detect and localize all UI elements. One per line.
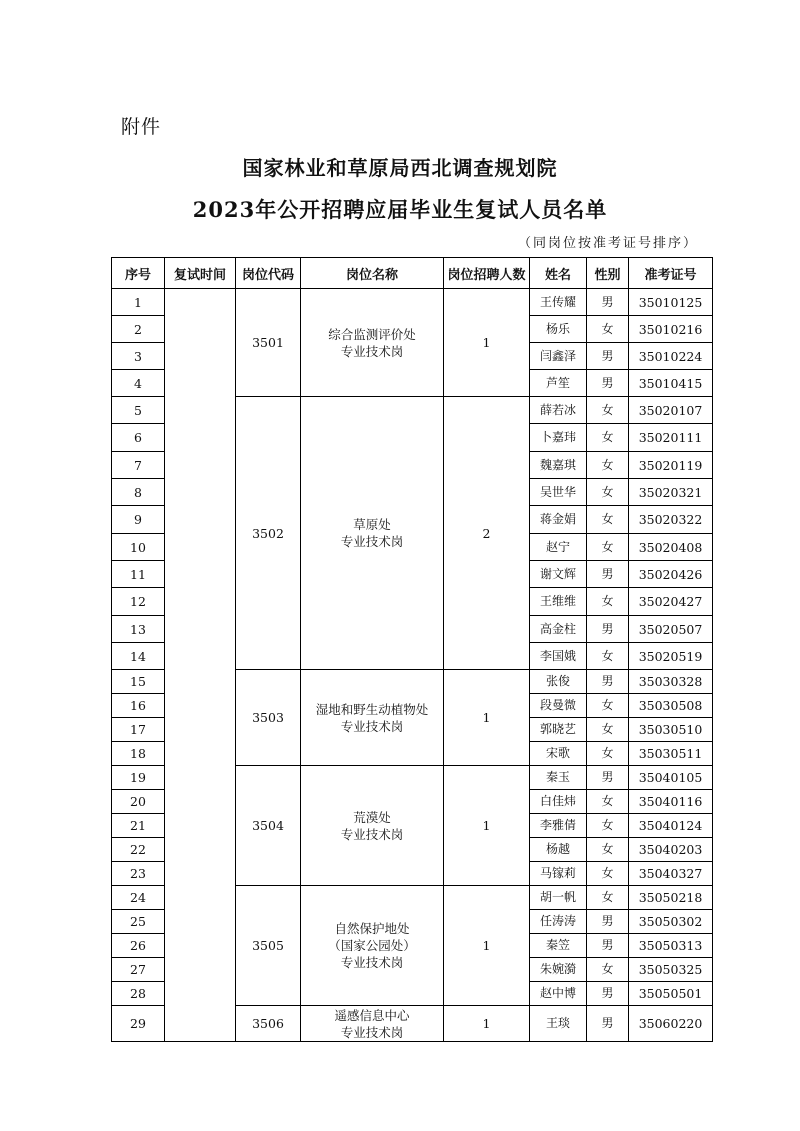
- candidate-exam-number: 35020519: [629, 643, 713, 670]
- candidate-exam-number: 35020321: [629, 479, 713, 506]
- candidate-name: 杨越: [530, 838, 587, 862]
- position-name-line: 荒漠处: [353, 809, 391, 825]
- position-name-line: 综合监测评价处: [328, 326, 416, 342]
- position-name-line: 专业技术岗: [340, 718, 404, 734]
- candidate-gender: 男: [587, 561, 629, 588]
- candidate-exam-number: 35040105: [629, 766, 713, 790]
- candidate-exam-number: 35040203: [629, 838, 713, 862]
- row-number: 6: [112, 424, 165, 452]
- header-interview-time: 复试时间: [165, 258, 236, 289]
- candidate-name: 王琰: [530, 1006, 587, 1042]
- row-number: 13: [112, 616, 165, 643]
- position-name: [301, 397, 444, 670]
- candidate-name: 白佳炜: [530, 790, 587, 814]
- row-number: 11: [112, 561, 165, 588]
- candidate-table: [111, 257, 713, 1042]
- candidate-exam-number: 35020322: [629, 506, 713, 534]
- row-number: 3: [112, 343, 165, 370]
- candidate-name: 蒋金娟: [530, 506, 587, 534]
- position-name-line: 专业技术岗: [340, 534, 404, 549]
- candidate-gender: 男: [587, 934, 629, 958]
- candidate-gender: 女: [587, 588, 629, 616]
- candidate-name: 高金柱: [530, 616, 587, 643]
- candidate-exam-number: 35030510: [629, 718, 713, 742]
- row-number: 1: [112, 289, 165, 316]
- position-name-line: 专业技术岗: [340, 826, 404, 842]
- position-name: [301, 670, 444, 766]
- row-number: 7: [112, 452, 165, 479]
- position-quota: 1: [444, 766, 530, 886]
- row-number: 18: [112, 742, 165, 766]
- row-number: 9: [112, 506, 165, 534]
- row-number: 20: [112, 790, 165, 814]
- candidate-gender: 男: [587, 1006, 629, 1042]
- position-code: 3504: [236, 766, 301, 886]
- table-header-row: [112, 258, 713, 289]
- candidate-gender: 女: [587, 862, 629, 886]
- position-name: [301, 1006, 444, 1042]
- candidate-exam-number: 35060220: [629, 1006, 713, 1042]
- document-subtitle: 2023年公开招聘应届毕业生复试人员名单: [192, 197, 608, 222]
- candidate-exam-number: 35030508: [629, 694, 713, 718]
- position-quota: 1: [444, 289, 530, 397]
- row-number: 28: [112, 982, 165, 1006]
- candidate-name: 杨乐: [530, 316, 587, 343]
- candidate-name: 马镓莉: [530, 862, 587, 886]
- candidate-name: 李雅倩: [530, 814, 587, 838]
- candidate-name: 王维维: [530, 588, 587, 616]
- candidate-name: 魏嘉琪: [530, 452, 587, 479]
- position-code: 3505: [236, 886, 301, 1006]
- candidate-name: 段曼微: [530, 694, 587, 718]
- candidate-gender: 男: [587, 982, 629, 1006]
- candidate-exam-number: 35020111: [629, 424, 713, 452]
- candidate-exam-number: 35010224: [629, 343, 713, 370]
- candidate-gender: 女: [587, 452, 629, 479]
- candidate-gender: 女: [587, 397, 629, 424]
- row-number: 24: [112, 886, 165, 910]
- position-code: 3502: [236, 397, 301, 670]
- position-code: 3503: [236, 670, 301, 766]
- row-number: 23: [112, 862, 165, 886]
- position-name-line: 自然保护地处: [334, 921, 410, 936]
- interview-time-cell: [165, 289, 236, 1042]
- row-number: 22: [112, 838, 165, 862]
- candidate-exam-number: 35050302: [629, 910, 713, 934]
- position-code: 3506: [236, 1006, 301, 1042]
- candidate-gender: 女: [587, 886, 629, 910]
- row-number: 29: [112, 1006, 165, 1042]
- row-number: 5: [112, 397, 165, 424]
- position-quota: 2: [444, 397, 530, 670]
- sort-note: （同岗位按准考证号排序）: [517, 236, 698, 251]
- candidate-name: 张俊: [530, 670, 587, 694]
- position-name: [301, 886, 444, 1006]
- candidate-gender: 男: [587, 910, 629, 934]
- table-row: [112, 289, 713, 316]
- position-name-line: 草原处: [353, 517, 391, 532]
- candidate-name: 秦玉: [530, 766, 587, 790]
- candidate-exam-number: 35050313: [629, 934, 713, 958]
- document-title: 国家林业和草原局西北调查规划院: [242, 156, 558, 180]
- candidate-gender: 女: [587, 316, 629, 343]
- candidate-gender: 女: [587, 506, 629, 534]
- header-exam-number: 准考证号: [629, 258, 713, 289]
- candidate-gender: 女: [587, 643, 629, 670]
- row-number: 16: [112, 694, 165, 718]
- candidate-name: 王传耀: [530, 289, 587, 316]
- candidate-name: 郭晓艺: [530, 718, 587, 742]
- candidate-name: 李国娥: [530, 643, 587, 670]
- position-name-line: 专业技术岗: [340, 1024, 404, 1040]
- position-quota: 1: [444, 1006, 530, 1042]
- row-number: 27: [112, 958, 165, 982]
- candidate-name: 吴世华: [530, 479, 587, 506]
- candidate-gender: 女: [587, 694, 629, 718]
- position-name: [301, 766, 444, 886]
- table-body: [112, 289, 713, 1042]
- candidate-name: 任涛涛: [530, 910, 587, 934]
- candidate-gender: 男: [587, 616, 629, 643]
- candidate-exam-number: 35010125: [629, 289, 713, 316]
- row-number: 14: [112, 643, 165, 670]
- candidate-exam-number: 35040116: [629, 790, 713, 814]
- candidate-name: 赵中博: [530, 982, 587, 1006]
- candidate-exam-number: 35020107: [629, 397, 713, 424]
- header-no: 序号: [112, 258, 165, 289]
- candidate-name: 谢文辉: [530, 561, 587, 588]
- candidate-gender: 女: [587, 424, 629, 452]
- candidate-name: 薛若冰: [530, 397, 587, 424]
- position-name-line: 遥感信息中心: [334, 1007, 410, 1023]
- candidate-gender: 女: [587, 958, 629, 982]
- row-number: 15: [112, 670, 165, 694]
- header-name: 姓名: [530, 258, 587, 289]
- candidate-gender: 女: [587, 742, 629, 766]
- header-position-name: 岗位名称: [301, 258, 444, 289]
- candidate-exam-number: 35020119: [629, 452, 713, 479]
- position-quota: 1: [444, 886, 530, 1006]
- candidate-exam-number: 35010216: [629, 316, 713, 343]
- candidate-name: 秦笠: [530, 934, 587, 958]
- candidate-exam-number: 35050501: [629, 982, 713, 1006]
- row-number: 21: [112, 814, 165, 838]
- candidate-gender: 女: [587, 534, 629, 561]
- row-number: 25: [112, 910, 165, 934]
- position-quota: 1: [444, 670, 530, 766]
- candidate-name: 朱婉漪: [530, 958, 587, 982]
- row-number: 17: [112, 718, 165, 742]
- candidate-exam-number: 35010415: [629, 370, 713, 397]
- candidate-gender: 男: [587, 670, 629, 694]
- candidate-gender: 女: [587, 790, 629, 814]
- row-number: 4: [112, 370, 165, 397]
- candidate-exam-number: 35030328: [629, 670, 713, 694]
- candidate-name: 闫鑫泽: [530, 343, 587, 370]
- attachment-label: 附件: [121, 116, 162, 138]
- candidate-name: 胡一帆: [530, 886, 587, 910]
- position-name-line: 湿地和野生动植物处: [315, 701, 429, 717]
- candidate-exam-number: 35020426: [629, 561, 713, 588]
- header-quota: 岗位招聘人数: [444, 258, 530, 289]
- candidate-exam-number: 35040124: [629, 814, 713, 838]
- candidate-name: 卜嘉玮: [530, 424, 587, 452]
- row-number: 19: [112, 766, 165, 790]
- row-number: 8: [112, 479, 165, 506]
- header-gender: 性别: [587, 258, 629, 289]
- candidate-gender: 男: [587, 343, 629, 370]
- position-name-line: 专业技术岗: [340, 955, 404, 970]
- position-name: [301, 289, 444, 397]
- row-number: 26: [112, 934, 165, 958]
- candidate-name: 赵宁: [530, 534, 587, 561]
- row-number: 2: [112, 316, 165, 343]
- candidate-exam-number: 35020427: [629, 588, 713, 616]
- candidate-name: 芦笙: [530, 370, 587, 397]
- header-position-code: 岗位代码: [236, 258, 301, 289]
- candidate-exam-number: 35040327: [629, 862, 713, 886]
- position-name-line: （国家公园处）: [328, 938, 416, 953]
- candidate-gender: 女: [587, 814, 629, 838]
- position-code: 3501: [236, 289, 301, 397]
- candidate-gender: 女: [587, 479, 629, 506]
- candidate-name: 宋歌: [530, 742, 587, 766]
- row-number: 10: [112, 534, 165, 561]
- candidate-gender: 男: [587, 766, 629, 790]
- row-number: 12: [112, 588, 165, 616]
- candidate-exam-number: 35020507: [629, 616, 713, 643]
- candidate-gender: 男: [587, 370, 629, 397]
- candidate-exam-number: 35050325: [629, 958, 713, 982]
- position-name-line: 专业技术岗: [340, 343, 404, 359]
- candidate-gender: 男: [587, 289, 629, 316]
- candidate-exam-number: 35020408: [629, 534, 713, 561]
- candidate-gender: 女: [587, 838, 629, 862]
- candidate-exam-number: 35030511: [629, 742, 713, 766]
- candidate-exam-number: 35050218: [629, 886, 713, 910]
- candidate-gender: 女: [587, 718, 629, 742]
